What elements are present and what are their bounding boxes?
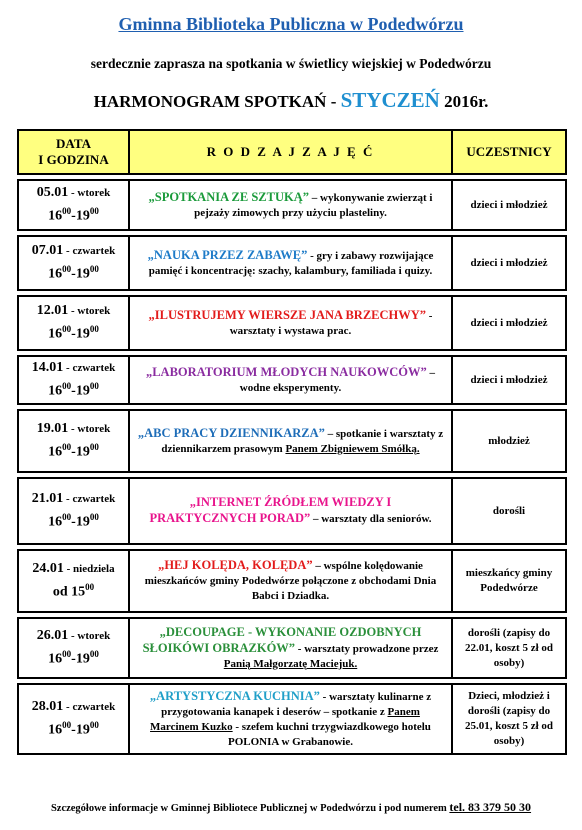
row-date: 21.01 - czwartek $16^{00}-19^{00}$ [18,478,129,544]
activity-name: „DECOUPAGE - WYKONANIE OZDOBNYCH SŁOIKÓWI OBRAZKÓW” [142,624,422,655]
row-date: 28.01 - czwartek $16^{00}-19^{00}$ [18,684,129,754]
footer-phone: tel. 83 379 50 30 [449,800,532,814]
schedule-table [17,129,567,755]
table-row [18,356,566,404]
header-date: DATA I GODZINA [18,130,129,174]
row-activity: „LABORATORIUM MŁODYCH NAUKOWCÓW” – wodne eksperymenty. [129,356,452,404]
row-activity: „ABC PRACY DZIENNIKARZA” – spotkanie i warsztaty z dziennikarzem prasowym Panem Zbigniewem Smółką. [129,410,452,472]
row-participants: dzieci i młodzież [452,356,566,404]
table-row [18,478,566,544]
row-participants: dzieci i młodzież [452,180,566,230]
page-title: Gminna Biblioteka Publiczna w Podedwórzu [118,14,464,34]
table-row [18,618,566,678]
table-row [18,684,566,754]
row-participants: dorośli [452,478,566,544]
row-participants: Dzieci, młodzież i dorośli (zapisy do 25.01, koszt 5 zł od osoby) [452,684,566,754]
heading-month: STYCZEŃ [340,88,440,112]
activity-name: „HEJ KOLĘDA, KOLĘDA” [158,558,313,572]
row-date: 14.01 - czwartek $16^{00}-19^{00}$ [18,356,129,404]
row-activity: „ARTYSTYCZNA KUCHNIA” - warsztaty kulinarne z przygotowania kanapek i deserów – spotkanie z Panem Marcinem Kuzko - szefem kuchni trzygwiazdkowego hotelu POLONIA w Grabanowie. [129,684,452,754]
row-activity: „INTERNET ŹRÓDŁEM WIEDZY I PRAKTYCZNYCH PORAD” – warsztaty dla seniorów. [129,478,452,544]
person-name: Panią Małgorzatę Maciejuk. [223,657,358,670]
activity-name: „ARTYSTYCZNA KUCHNIA” [149,688,320,703]
row-date: 26.01 - wtorek $16^{00}-19^{00}$ [18,618,129,678]
row-activity: „SPOTKANIA ZE SZTUKĄ” – wykonywanie zwierząt i pejzaży zimowych przy użyciu plasteliny. [129,180,452,230]
table-row [18,296,566,350]
activity-name: „SPOTKANIA ZE SZTUKĄ” [148,189,310,204]
row-date: 19.01 - wtorek $16^{00}-19^{00}$ [18,410,129,472]
person-name: Panem Zbigniewem Smółką. [285,442,420,455]
activity-name: „INTERNET ŹRÓDŁEM WIEDZY I PRAKTYCZNYCH PORAD” [149,495,392,525]
row-participants: dorośli (zapisy do 22.01, koszt 5 zł od osoby) [452,618,566,678]
row-participants: dzieci i młodzież [452,296,566,350]
row-activity: „HEJ KOLĘDA, KOLĘDA” – wspólne kolędowanie mieszkańców gminy Podedwórze połączone z obchodami Dnia Babci i Dziadka. [129,550,452,612]
activity-name: „ILUSTRUJEMY WIERSZE JANA BRZECHWY” [148,307,427,322]
row-participants: mieszkańcy gminy Podedwórze [452,550,566,612]
person-name: Panem Marcinem Kuzko [150,705,420,733]
table-row [18,410,566,472]
row-activity: „NAUKA PRZEZ ZABAWĘ” - gry i zabawy rozwijające pamięć i koncentrację: szachy, kalambury, familiada i quizy. [129,236,452,290]
table-row [18,180,566,230]
schedule-heading: HARMONOGRAM SPOTKAŃ - STYCZEŃ 2016r. [93,88,489,112]
header-activity: R O D Z A J Z A J Ę Ć [129,130,452,174]
row-activity: „ILUSTRUJEMY WIERSZE JANA BRZECHWY” - warsztaty i wystawa prac. [129,296,452,350]
row-date: 05.01 - wtorek $16^{00}-19^{00}$ [18,180,129,230]
header-participants: UCZESTNICY [452,130,566,174]
table-row [18,550,566,612]
activity-name: „NAUKA PRZEZ ZABAWĘ” [147,247,308,262]
table-row [18,236,566,290]
footer-info: Szczegółowe informacje w Gminnej Bibliotece Publicznej w Podedwórzu i pod numerem tel. 83 379 50 30 [50,800,532,814]
row-date: 24.01 - niedziela od $15^{00}$ [18,550,129,612]
row-participants: młodzież [452,410,566,472]
row-date: 07.01 - czwartek $16^{00}-19^{00}$ [18,236,129,290]
row-date: 12.01 - wtorek $16^{00}-19^{00}$ [18,296,129,350]
activity-name: „ABC PRACY DZIENNIKARZA” [137,425,325,440]
table-header-row [18,130,566,174]
page-subtitle: serdecznie zaprasza na spotkania w świetlicy wiejskiej w Podedwórzu [90,56,492,71]
row-participants: dzieci i młodzież [452,236,566,290]
row-activity: „DECOUPAGE - WYKONANIE OZDOBNYCH SŁOIKÓWI OBRAZKÓW” - warsztaty prowadzone przez Panią Małgorzatę Maciejuk. [129,618,452,678]
activity-name: „LABORATORIUM MŁODYCH NAUKOWCÓW” [145,364,427,379]
